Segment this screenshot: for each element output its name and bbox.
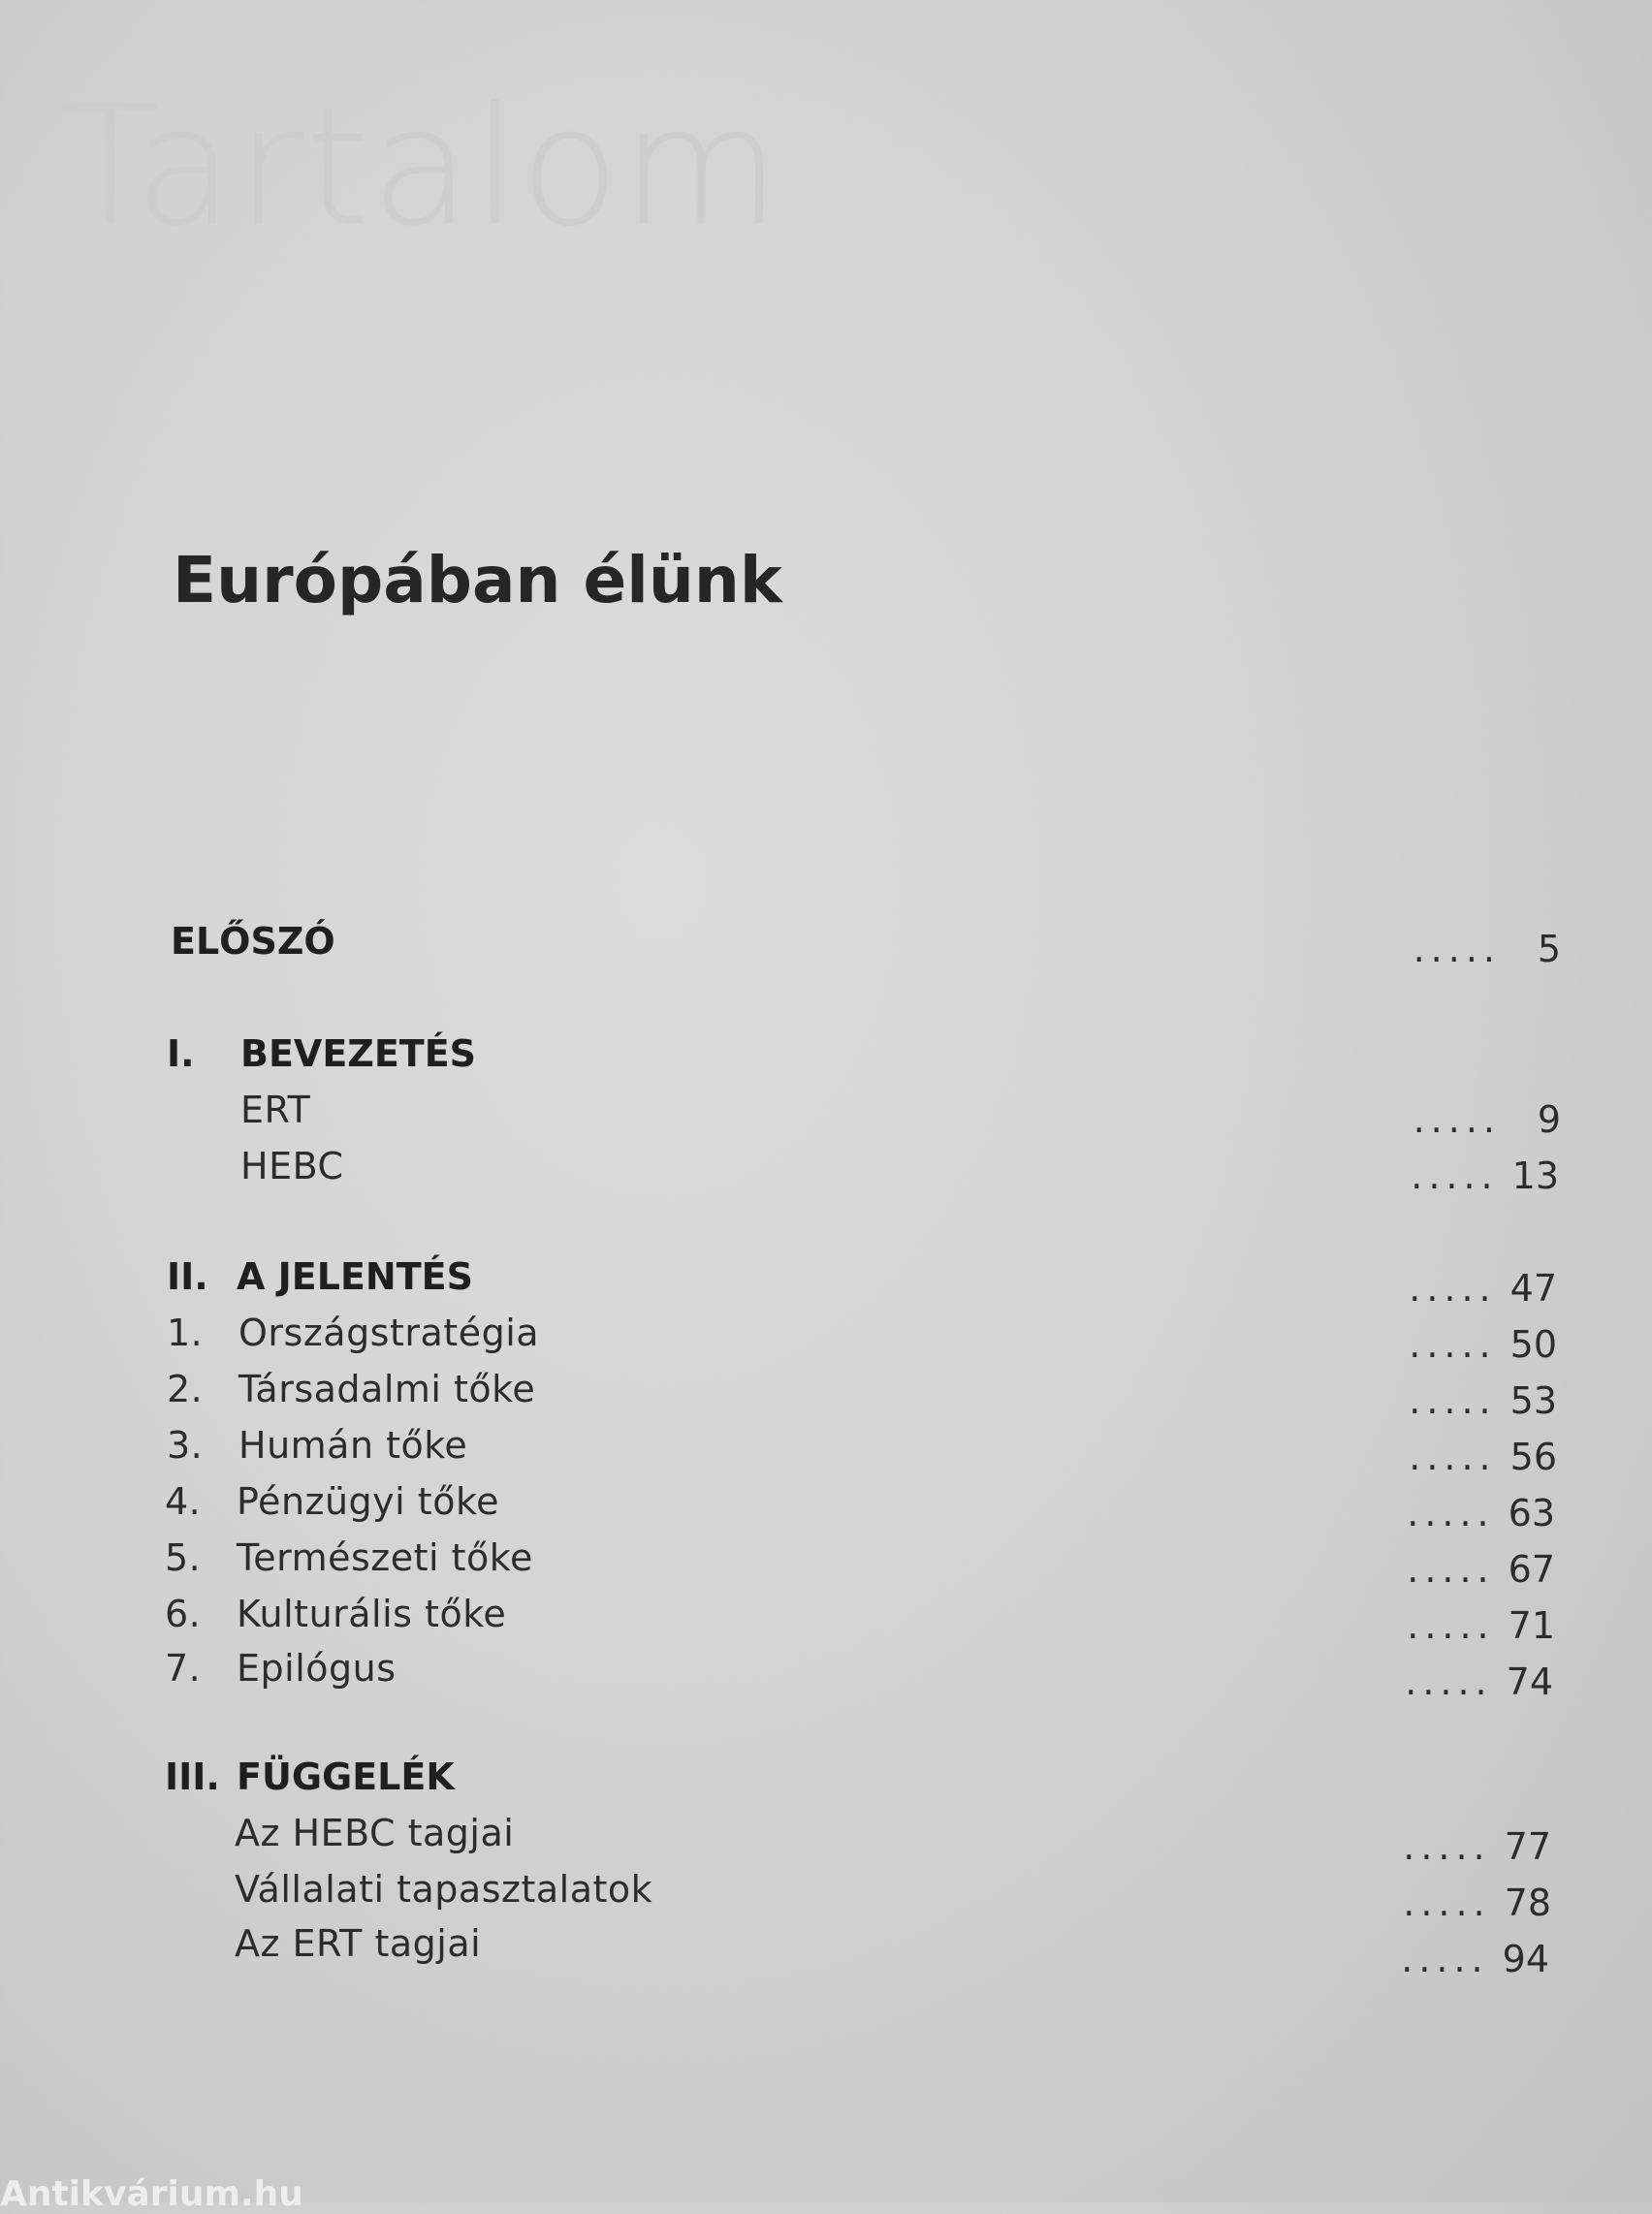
- toc-page-number: 71: [1508, 1604, 1555, 1647]
- toc-entry-hebc[interactable]: [240, 1145, 344, 1187]
- toc-entry-number: 3.: [167, 1424, 204, 1467]
- toc-entry-number: 4.: [165, 1480, 202, 1523]
- toc-entry-eloszo[interactable]: [171, 920, 335, 963]
- toc-entry-label: Pénzügyi tőke: [237, 1480, 499, 1523]
- toc-page-number: 56: [1509, 1436, 1557, 1478]
- toc-entry-number: 6.: [165, 1593, 202, 1635]
- toc-page-ref: [1407, 1604, 1555, 1647]
- toc-page-ref: [1409, 1323, 1557, 1366]
- toc-page-ref: [1409, 1379, 1557, 1422]
- toc-page-ref: [1403, 1825, 1551, 1868]
- contents-watermark-heading: Tartalom: [60, 72, 782, 262]
- toc-section-number: II.: [167, 1255, 208, 1298]
- toc-entry-label: Természeti tőke: [237, 1536, 533, 1579]
- toc-entry-label: Vállalati tapasztalatok: [235, 1868, 653, 1911]
- toc-page-number: 67: [1508, 1548, 1555, 1591]
- toc-page-number: 77: [1504, 1825, 1551, 1868]
- toc-entry-ert[interactable]: [240, 1089, 311, 1131]
- toc-page-ref: [1411, 1154, 1559, 1197]
- toc-page-ref: [1407, 1548, 1555, 1591]
- toc-leader-dots: .....: [1407, 1604, 1495, 1647]
- toc-page-ref: [1407, 1492, 1555, 1534]
- toc-entry-label: Az ERT tagjai: [235, 1922, 482, 1965]
- toc-leader-dots: .....: [1409, 1379, 1497, 1422]
- toc-entry[interactable]: [235, 1812, 515, 1854]
- toc-entry-label: Humán tőke: [238, 1424, 468, 1467]
- toc-page-number: 53: [1509, 1379, 1557, 1422]
- toc-page-ref: [1403, 1882, 1551, 1924]
- toc-page-ref-eloszo: [1413, 928, 1561, 970]
- toc-entry-label: Kulturális tőke: [237, 1593, 507, 1635]
- toc-entry-label: ELŐSZÓ: [171, 920, 335, 963]
- toc-entry-number: 5.: [165, 1536, 202, 1579]
- toc-entry-label: Epilógus: [237, 1647, 397, 1690]
- toc-leader-dots: .....: [1407, 1548, 1495, 1591]
- toc-page-number: 94: [1502, 1938, 1549, 1980]
- toc-leader-dots: .....: [1403, 1825, 1491, 1868]
- toc-section-label: BEVEZETÉS: [240, 1032, 477, 1075]
- toc-leader-dots: .....: [1401, 1938, 1489, 1980]
- toc-entry[interactable]: [235, 1868, 653, 1911]
- toc-entry-number: 1.: [167, 1312, 204, 1354]
- toc-leader-dots: .....: [1407, 1492, 1495, 1534]
- toc-leader-dots: .....: [1403, 1882, 1491, 1924]
- toc-page-number: 9: [1537, 1098, 1561, 1141]
- toc-leader-dots: .....: [1409, 1323, 1497, 1366]
- toc-page-number: 5: [1537, 928, 1561, 970]
- toc-section-label: A JELENTÉS: [237, 1255, 473, 1298]
- toc-page-number: 63: [1508, 1492, 1555, 1534]
- toc-leader-dots: .....: [1409, 1267, 1497, 1310]
- toc-entry-number: 7.: [165, 1647, 202, 1690]
- toc-section-number: I.: [167, 1032, 195, 1075]
- footer-watermark: Antikvárium.hu: [0, 2174, 303, 2214]
- toc-entry-number: 2.: [167, 1368, 204, 1410]
- toc-page-number: 50: [1509, 1323, 1557, 1366]
- toc-page-ref: [1405, 1660, 1553, 1703]
- toc-section-label: FÜGGELÉK: [237, 1755, 455, 1798]
- toc-leader-dots: .....: [1405, 1660, 1493, 1703]
- toc-section-number: III.: [165, 1755, 220, 1798]
- toc-entry-label: Az HEBC tagjai: [235, 1812, 515, 1854]
- toc-leader-dots: .....: [1409, 1436, 1497, 1478]
- toc-page-number: 13: [1511, 1154, 1559, 1197]
- toc-leader-dots: .....: [1411, 1154, 1499, 1197]
- toc-entry[interactable]: [235, 1922, 482, 1965]
- toc-page-ref: [1413, 1098, 1561, 1141]
- toc-page-ref: [1409, 1267, 1557, 1310]
- toc-entry-label: ERT: [240, 1089, 311, 1131]
- toc-entry-label: Társadalmi tőke: [238, 1368, 536, 1410]
- toc-page-number: 47: [1509, 1267, 1557, 1310]
- toc-leader-dots: .....: [1413, 1098, 1501, 1141]
- toc-page-ref: [1409, 1436, 1557, 1478]
- toc-entry-label: HEBC: [240, 1145, 344, 1187]
- toc-leader-dots: .....: [1413, 928, 1501, 970]
- book-title: Európában élünk: [173, 543, 782, 617]
- toc-page-ref: [1401, 1938, 1549, 1980]
- toc-page-number: 78: [1504, 1882, 1551, 1924]
- toc-page-number: 74: [1506, 1660, 1553, 1703]
- toc-entry-label: Országstratégia: [238, 1312, 540, 1354]
